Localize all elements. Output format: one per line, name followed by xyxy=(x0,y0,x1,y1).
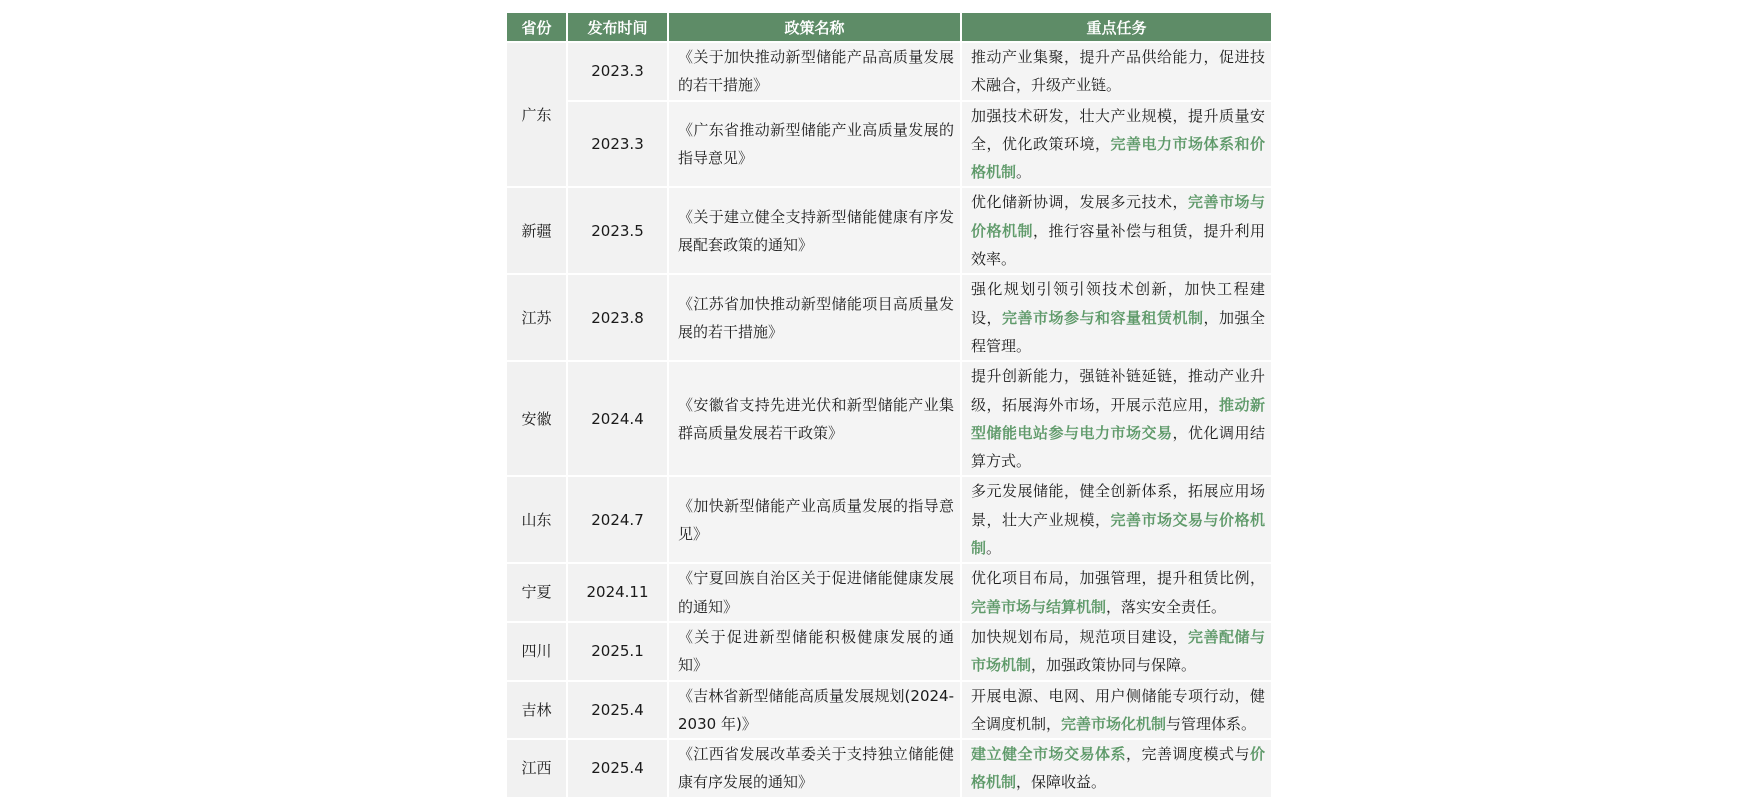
table-row xyxy=(506,622,1272,681)
date-cell: 2025.4 xyxy=(567,739,668,798)
table-row xyxy=(506,187,1272,274)
header-policy-name: 政策名称 xyxy=(668,12,961,42)
key-tasks-cell xyxy=(961,563,1272,622)
date-cell: 2024.4 xyxy=(567,361,668,476)
date-cell: 2024.11 xyxy=(567,563,668,622)
task-text: ，落实安全责任。 xyxy=(1106,597,1227,616)
table-header-row xyxy=(506,12,1272,42)
key-tasks-cell xyxy=(961,739,1272,798)
highlighted-task-text: 完善市场与价格机制 xyxy=(971,193,1265,240)
date-cell: 2023.8 xyxy=(567,274,668,361)
key-tasks-cell xyxy=(961,274,1272,361)
province-cell: 吉林 xyxy=(506,681,567,740)
table-row xyxy=(506,563,1272,622)
province-cell: 江西 xyxy=(506,739,567,798)
policy-table xyxy=(505,11,1273,799)
key-tasks-cell xyxy=(961,681,1272,740)
task-text: ，完善调度模式与 xyxy=(1125,745,1250,764)
task-text: 。 xyxy=(1016,163,1032,182)
policy-name-cell: 《江西省发展改革委关于支持独立储能健康有序发展的通知》 xyxy=(668,739,961,798)
date-cell: 2025.1 xyxy=(567,622,668,681)
task-text: 优化项目布局，加强管理，提升租赁比例， xyxy=(971,569,1265,588)
policy-name-cell: 《江苏省加快推动新型储能项目高质量发展的若干措施》 xyxy=(668,274,961,361)
province-cell: 新疆 xyxy=(506,187,567,274)
province-cell: 安徽 xyxy=(506,361,567,476)
task-text: 开展电源、电网、用户侧储能专项行动，健全调度机制， xyxy=(971,686,1265,733)
task-text: 提升创新能力，强链补链延链，推动产业升级，拓展海外市场，开展示范应用， xyxy=(971,367,1265,414)
province-cell: 山东 xyxy=(506,476,567,563)
policy-name-cell: 《广东省推动新型储能产业高质量发展的指导意见》 xyxy=(668,101,961,188)
task-text: ，加强全程管理。 xyxy=(971,308,1265,355)
province-cell: 四川 xyxy=(506,622,567,681)
policy-name-cell: 《关于加快推动新型储能产品高质量发展的若干措施》 xyxy=(668,42,961,101)
highlighted-task-text: 建立健全市场交易体系 xyxy=(971,745,1126,764)
province-cell: 江苏 xyxy=(506,274,567,361)
task-text: ，推行容量补偿与租赁，提升利用效率。 xyxy=(971,221,1265,269)
date-cell: 2023.3 xyxy=(567,42,668,101)
key-tasks-cell xyxy=(961,476,1272,563)
task-text: ，保障收益。 xyxy=(1016,773,1107,792)
province-cell: 宁夏 xyxy=(506,563,567,622)
table-row xyxy=(506,681,1272,740)
task-text: 加强技术研发，壮大产业规模，提升质量安全，优化政策环境， xyxy=(971,106,1265,153)
table-row xyxy=(506,476,1272,563)
task-text: 强化规划引领引领技术创新，加快工程建设， xyxy=(971,280,1265,327)
task-text: 。 xyxy=(986,539,1002,558)
key-tasks-cell xyxy=(961,101,1272,188)
date-cell: 2024.7 xyxy=(567,476,668,563)
date-cell: 2025.4 xyxy=(567,681,668,740)
date-cell: 2023.3 xyxy=(567,101,668,188)
date-cell: 2023.5 xyxy=(567,187,668,274)
policy-name-cell: 《加快新型储能产业高质量发展的指导意见》 xyxy=(668,476,961,563)
table-row xyxy=(506,739,1272,798)
task-text: 优化储新协调，发展多元技术， xyxy=(971,193,1188,212)
highlighted-task-text: 完善配储与市场机制 xyxy=(971,627,1265,675)
highlighted-task-text: 推动新型储能电站参与电力市场交易 xyxy=(971,395,1265,442)
task-text: 加快规划布局，规范项目建设， xyxy=(971,627,1188,646)
policy-name-cell: 《宁夏回族自治区关于促进储能健康发展的通知》 xyxy=(668,563,961,622)
policy-name-cell: 《关于促进新型储能积极健康发展的通知》 xyxy=(668,622,961,681)
highlighted-task-text: 完善市场化机制 xyxy=(1061,714,1167,733)
table-row xyxy=(506,101,1272,188)
table-row xyxy=(506,361,1272,476)
policy-name-cell: 《关于建立健全支持新型储能健康有序发展配套政策的通知》 xyxy=(668,187,961,274)
province-cell: 广东 xyxy=(506,42,567,187)
key-tasks-cell xyxy=(961,42,1272,101)
highlighted-task-text: 完善市场与结算机制 xyxy=(971,597,1107,616)
task-text: 多元发展储能，健全创新体系，拓展应用场景，壮大产业规模， xyxy=(971,482,1265,529)
header-province: 省份 xyxy=(506,12,567,42)
highlighted-task-text: 完善市场参与和容量租赁机制 xyxy=(1002,308,1204,327)
policy-name-cell: 《吉林省新型储能高质量发展规划(2024-2030 年)》 xyxy=(668,681,961,740)
task-text: ，加强政策协同与保障。 xyxy=(1031,656,1197,675)
highlighted-task-text: 价格机制 xyxy=(971,745,1265,792)
policy-name-cell: 《安徽省支持先进光伏和新型储能产业集群高质量发展若干政策》 xyxy=(668,361,961,476)
highlighted-task-text: 完善市场交易与价格机制 xyxy=(971,510,1265,558)
table-row xyxy=(506,274,1272,361)
key-tasks-cell xyxy=(961,361,1272,476)
task-text: 推动产业集聚，提升产品供给能力，促进技术融合，升级产业链。 xyxy=(971,48,1265,95)
highlighted-task-text: 完善电力市场体系和价格机制 xyxy=(971,134,1265,182)
header-key-tasks: 重点任务 xyxy=(961,12,1272,42)
task-text: ，优化调用结算方式。 xyxy=(971,423,1265,471)
table-row xyxy=(506,42,1272,101)
key-tasks-cell xyxy=(961,622,1272,681)
key-tasks-cell xyxy=(961,187,1272,274)
header-date: 发布时间 xyxy=(567,12,668,42)
task-text: 与管理体系。 xyxy=(1166,714,1257,733)
